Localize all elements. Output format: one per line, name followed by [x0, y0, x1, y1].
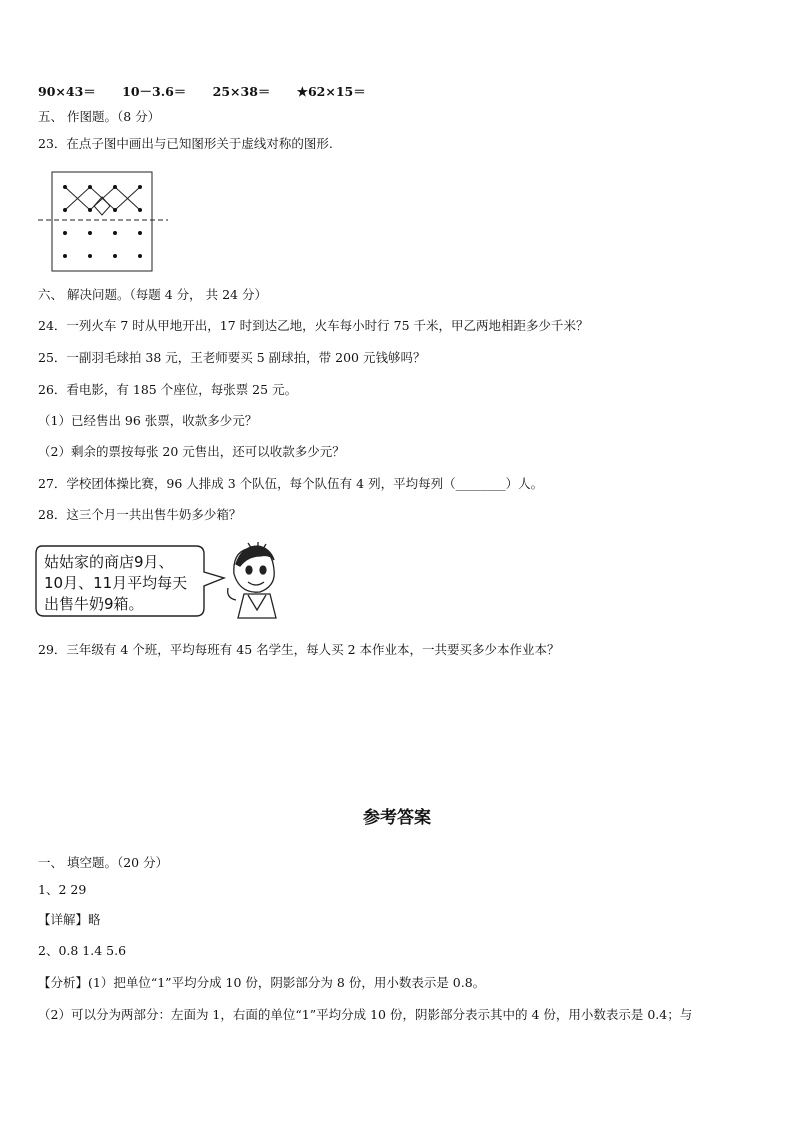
- bubble-line: 10月、11月平均每天: [44, 574, 188, 592]
- question-26-part-1: （1）已经售出 96 张票，收款多少元？: [38, 413, 258, 428]
- answer-2-analysis: 【分析】(1）把单位“1”平均分成 10 份，阴影部分为 8 份，用小数表示是 0.8。: [38, 975, 486, 990]
- answer-2: 2、0.8 1.4 5.6: [38, 943, 127, 958]
- calc-row: [38, 84, 388, 100]
- answer-1: 1、2 29: [38, 882, 87, 897]
- calc-item: 10－3.6＝: [122, 84, 187, 99]
- question-23: 23．在点子图中画出与已知图形关于虚线对称的图形.: [38, 136, 333, 151]
- answers-section-1-heading: 一、 填空题。（20 分）: [38, 855, 169, 870]
- answer-1-detail: 【详解】略: [38, 912, 101, 927]
- question-26: 26．看电影，有 185 个座位，每张票 25 元。: [38, 382, 298, 397]
- calc-item: ★62×15＝: [296, 84, 366, 99]
- answer-2-part-2: （2）可以分为两部分：左面为 1，右面的单位“1”平均分成 10 份，阴影部分表示其中的 4 份，用小数表示是 0.4；与: [38, 1007, 693, 1022]
- question-26-part-2: （2）剩余的票按每张 20 元售出，还可以收款多少元？: [38, 444, 345, 459]
- section-5-heading: 五、 作图题。（8 分）: [38, 109, 161, 124]
- section-6-heading: 六、 解决问题。（每题 4 分， 共 24 分）: [38, 287, 267, 302]
- bubble-line: 姑姑家的商店9月、: [44, 553, 174, 571]
- calc-item: 90×43＝: [38, 84, 96, 99]
- dot-grid-figure: [38, 170, 168, 273]
- speech-bubble-illustration: [34, 540, 279, 620]
- question-25: 25．一副羽毛球拍 38 元，王老师要买 5 副球拍，带 200 元钱够吗？: [38, 350, 426, 365]
- question-28: 28．这三个月一共出售牛奶多少箱？: [38, 507, 242, 522]
- calc-item: 25×38＝: [212, 84, 271, 99]
- answers-title: 参考答案: [363, 808, 431, 828]
- question-24: 24．一列火车 7 时从甲地开出，17 时到达乙地，火车每小时行 75 千米，甲乙两地相距多少千米？: [38, 318, 589, 333]
- bubble-line: 出售牛奶9箱。: [44, 595, 144, 613]
- question-27: 27．学校团体操比赛，96 人排成 3 个队伍，每个队伍有 4 列，平均每列（________）人。: [38, 476, 544, 491]
- question-29: 29．三年级有 4 个班，平均每班有 45 名学生，每人买 2 本作业本，一共要买多少本作业本？: [38, 642, 560, 657]
- boy-icon: [228, 542, 276, 618]
